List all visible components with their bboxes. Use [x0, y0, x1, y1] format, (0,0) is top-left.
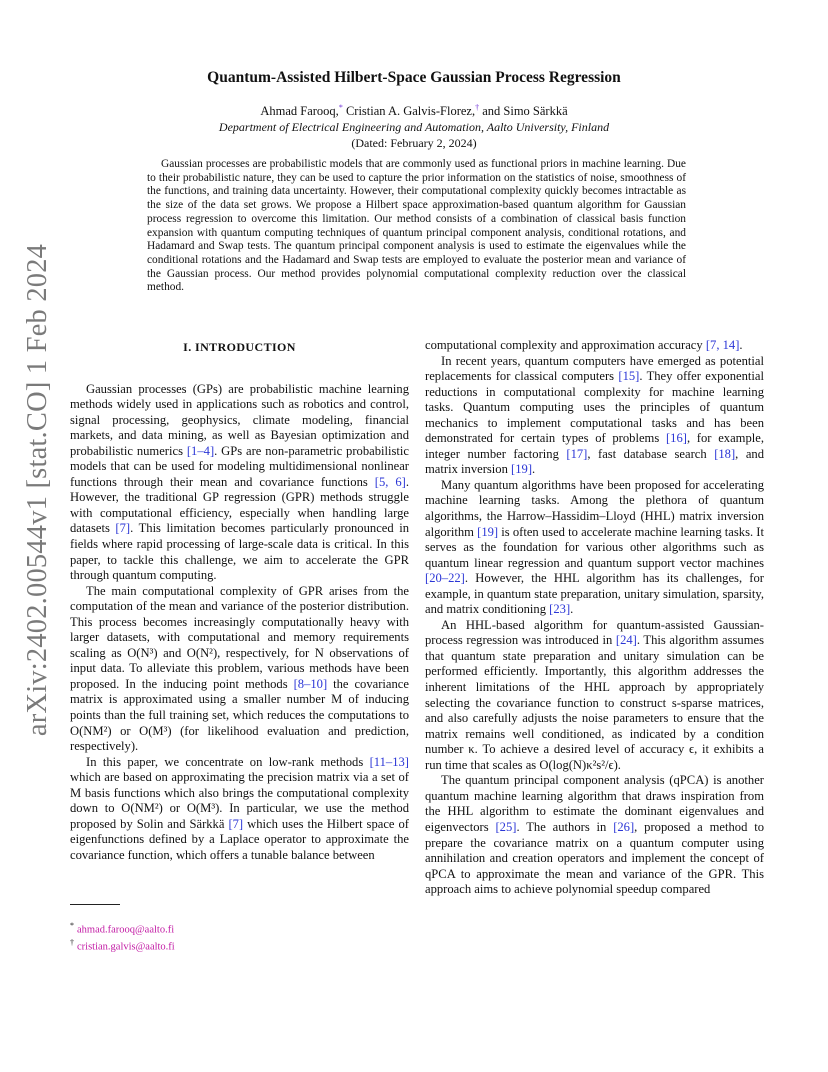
email-link[interactable]: ahmad.farooq@aalto.fi: [77, 924, 175, 935]
author-2-footnote-mark[interactable]: †: [475, 103, 480, 112]
paragraph: The quantum principal component analysis (qPCA) is another quantum machine learning algorithm that draws inspiration from the HHL algorithm to estimate the dominant eigenvalues and eigenvectors [25]. The authors in [26], proposed a method to prepare the covariance matrix on a quantum computer using annihilation and creation operators and implement the concept of qPCA to approximate the mean and variance of the GPR. This approach aims to achieve polynomial speedup compared: [425, 773, 764, 897]
paragraph: The main computational complexity of GPR arises from the computation of the mean and variance of the posterior distribution. This process becomes increasingly computationally heavy with larger datasets, with computational and memory requirements scaling as O(N³) and O(N²), respectively, for N observations of input data. To alleviate this problem, various methods have been proposed. In the inducing point methods [8–10] the covariance matrix is approximated using a smaller number M of inducing points than the full training set, which reduces the computations to O(NM²) or O(M³) (for likelihood evaluation and prediction, respectively).: [70, 583, 409, 754]
citation-link[interactable]: [19]: [477, 524, 499, 539]
citation-link[interactable]: [17]: [566, 446, 588, 461]
citation-link[interactable]: [19]: [511, 462, 533, 477]
citation-link[interactable]: [7]: [115, 521, 131, 536]
paragraph: Many quantum algorithms have been proposed for accelerating machine learning tasks. Among the plethora of quantum algorithms, the Harrow–Hassidim–Lloyd (HHL) matrix inversion algorithm [19] is often used to accelerate machine learning tasks. It serves as the foundation for various other algorithms such as quantum linear regression and quantum support vector machines [20–22]. However, the HHL algorithm has its challenges, for example, in quantum state preparation, unitary simulation, sparsity, and matrix conditioning [23].: [425, 477, 764, 617]
affiliation: Department of Electrical Engineering and Automation, Aalto University, Finland: [218, 120, 610, 134]
author-1: Ahmad Farooq,: [260, 104, 339, 119]
citation-link[interactable]: [24]: [615, 633, 637, 648]
paper-title: Quantum-Assisted Hilbert-Space Gaussian Process Regression: [207, 69, 621, 86]
author-1-footnote-mark[interactable]: *: [338, 103, 343, 112]
abstract: Gaussian processes are probabilistic models that are commonly used as functional priors in machine learning. Due to their probabilistic nature, they can be used to capture the prior information on the statistics of noise, smoothness of the functions, and training data uncertainty. However, their computational complexity quickly becomes intractable as the size of the data set grows. We propose a Hilbert space approximation-based quantum algorithm for Gaussian process regression to overcome this limitation. Our method consists of a combination of classical basis function expansion with quantum computing techniques of quantum principal component analysis, conditional rotations, and Hadamard and Swap tests. The quantum principal component analysis is used to estimate the eigenvalues while the conditional rotations and the Hadamard and Swap tests are employed to evaluate the posterior mean and variance of the Gaussian process. Our method provides polynomial computational complexity reduction over the classical method.: [147, 158, 686, 294]
author-2: Cristian A. Galvis-Florez,: [342, 104, 476, 119]
footnote-rule: [70, 904, 120, 905]
section-heading-introduction: I. INTRODUCTION: [183, 340, 296, 354]
arxiv-sidebar-stamp: [18, 243, 58, 737]
citation-link[interactable]: [7, 14]: [705, 338, 740, 352]
paragraph: Gaussian processes (GPs) are probabilistic machine learning methods widely used in applications such as robotics and control, signal processing, geophysics, climate modeling, financial markets, and data mining, as well as Bayesian optimization and probabilistic numerics [1–4]. GPs are non-parametric probabilistic models that can be used for modeling multidimensional nonlinear functions through their mean and covariance functions [5, 6]. However, the traditional GP regression (GPR) methods struggle with computational efficiency, especially when handling large datasets [7]. This limitation becomes particularly pronounced in fields where rapid processing of large-scale data is critical. In this paper, to tackle this challenge, we aim to accelerate the GPR through quantum computing.: [70, 381, 410, 583]
citation-link[interactable]: [8–10]: [293, 676, 328, 691]
author-3: and Simo Särkkä: [479, 104, 568, 119]
citation-link[interactable]: [18]: [714, 446, 736, 461]
citation-link[interactable]: [11–13]: [369, 754, 409, 769]
citation-link[interactable]: [7]: [228, 816, 244, 831]
footnote: † cristian.galvis@aalto.fi: [70, 938, 175, 953]
citation-link[interactable]: [5, 6]: [374, 474, 406, 489]
paragraph: In recent years, quantum computers have emerged as potential replacements for classical computers [15]. They offer exponential reductions in computational complexity for machine learning tasks. Quantum computing uses the principles of quantum mechanics to implement computational tasks and has been demonstrated for certain types of problems [16], for example, integer number factoring [17], fast database search [18], and matrix inversion [19].: [425, 353, 765, 477]
citation-link[interactable]: [25]: [495, 819, 517, 834]
paragraph: In this paper, we concentrate on low-rank methods [11–13] which are based on approximating the precision matrix via a set of M basis functions which also brings the computational complexity down to O(NM²) or O(M³). In particular, we use the method proposed by Solin and Särkkä [7] which uses the Hilbert space of eigenfunctions defined by a Laplace operator to approximate the covariance function, which offers a tunable balance between: [70, 754, 409, 862]
citation-link[interactable]: [15]: [618, 369, 640, 384]
citation-link[interactable]: [16]: [665, 431, 687, 446]
citation-link[interactable]: [23]: [549, 602, 571, 617]
paragraph: computational complexity and approximation accuracy [7, 14].: [425, 338, 743, 352]
citation-link[interactable]: [26]: [613, 819, 635, 834]
arxiv-id: arXiv:2402.00544v1 [stat.CO] 1 Feb 2024: [22, 243, 53, 737]
footnote: * ahmad.farooq@aalto.fi: [70, 920, 175, 935]
email-link[interactable]: cristian.galvis@aalto.fi: [77, 941, 175, 953]
paragraph: An HHL-based algorithm for quantum-assisted Gaussian-process regression was introduced in [24]. This algorithm assumes that quantum state preparation and unitary simulation can be performed efficiently. Importantly, this algorithm addresses the inherent limitations of the HHL approach by appropriately selecting the covariance function to construct s-sparse matrices, and also carefully adjusts the noise parameters to ensure that the matrix remains well conditioned, as indicated by a condition number κ. To achieve a desired level of accuracy ϵ, it exhibits a run time that scales as O(log(N)κ²s²/ϵ).: [425, 617, 764, 772]
right-column: [425, 338, 764, 898]
dated-line: (Dated: February 2, 2024): [351, 136, 477, 150]
citation-link[interactable]: [1–4]: [186, 443, 215, 458]
left-column: [70, 338, 409, 954]
author-list: [0, 103, 828, 119]
citation-link[interactable]: [20–22]: [425, 571, 465, 586]
